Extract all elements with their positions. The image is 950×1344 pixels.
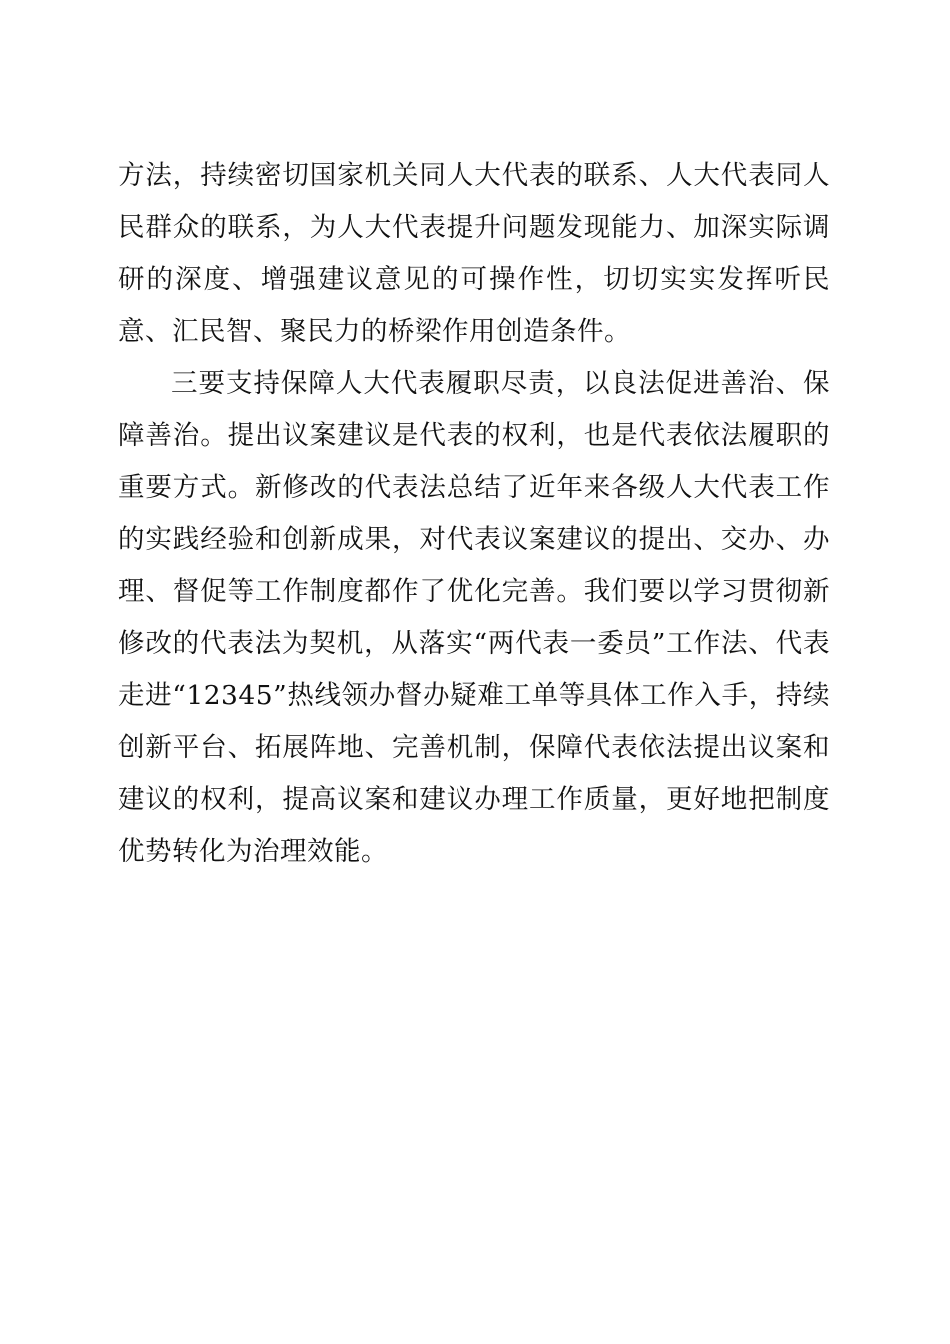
paragraph-continuation: 方法，持续密切国家机关同人大代表的联系、人大代表同人民群众的联系，为人大代表提升问题发现能力、加深实际调研的深度、增强建议意见的可操作性，切切实实发挥听民意、汇民智、聚民力的桥梁作用创造条件。 (118, 160, 830, 347)
document-body (118, 150, 830, 878)
paragraph-third-point: 三要支持保障人大代表履职尽责，以良法促进善治、保障善治。提出议案建议是代表的权利，也是代表依法履职的重要方式。新修改的代表法总结了近年来各级人大代表工作的实践经验和创新成果，对代表议案建议的提出、交办、办理、督促等工作制度都作了优化完善。我们要以学习贯彻新修改的代表法为契机，从落实“两代表一委员”工作法、代表走进“12345”热线领办督办疑难工单等具体工作入手，持续创新平台、拓展阵地、完善机制，保障代表依法提出议案和建议的权利，提高议案和建议办理工作质量，更好地把制度优势转化为治理效能。 (118, 368, 830, 867)
